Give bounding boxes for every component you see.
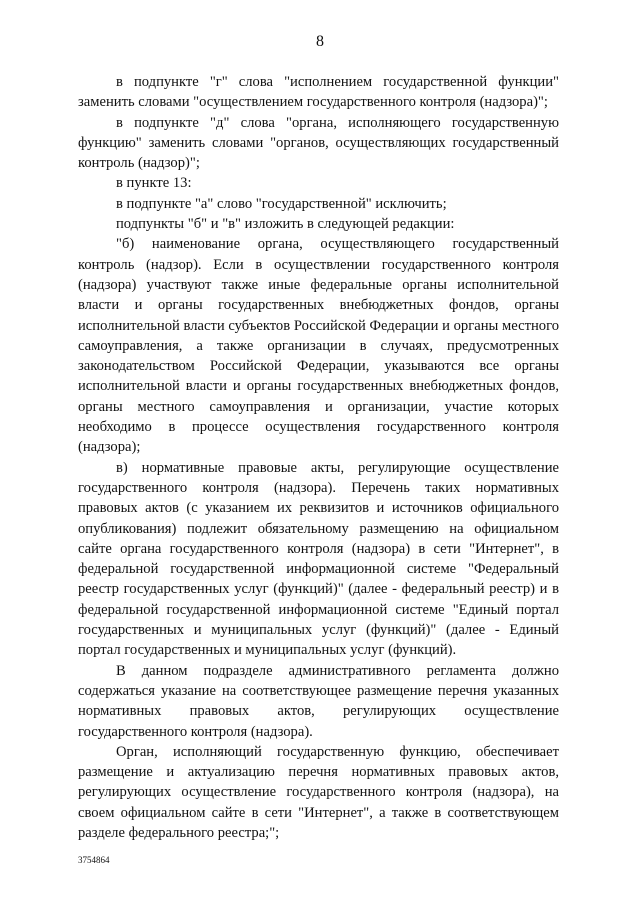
page-number: 8 [316, 33, 324, 50]
paragraph-subitem-d: в подпункте "д" слова "органа, исполняющего государственную функцию" заменить словами "органов, осуществляющих государственный контроль (надзор)"; [78, 114, 559, 172]
paragraph-subitem-b: "б) наименование органа, осуществляющего государственный контроль (надзор). Если в осуществлении государственного контроля (надзора) участвуют также иные федеральные органы исполнительной власти и органы государственных внебюджетных фондов, органы исполнительной власти субъектов Российской Федерации и органы местного самоуправления, а также организации в случаях, предусмотренных законодательством Российской Федерации, указываются все органы исполнительной власти и органы государственных внебюджетных фондов, органы местного самоуправления и организации, участие которых необходимо в процессе осуществления государственного контроля (надзора); [78, 236, 559, 456]
paragraph-authority-duty: Орган, исполняющий государственную функцию, обеспечивает размещение и актуализацию перечня нормативных правовых актов, регулирующих осуществление государственного контроля (надзора), на своем официальном сайте в сети "Интернет", а также в соответствующем разделе федерального реестра;"; [78, 743, 559, 841]
document-body [78, 72, 559, 843]
paragraph-subsection-note: В данном подразделе административного регламента должно содержаться указание на соответствующее размещение перечня указанных нормативных правовых актов, регулирующих осуществление государственного контроля (надзора). [78, 662, 559, 740]
paragraph-item-13: в пункте 13: [116, 175, 192, 192]
footer-document-code: 3754864 [78, 855, 110, 865]
paragraph-subitem-g: в подпункте "г" слова "исполнением государственной функции" заменить словами "осуществлением государственного контроля (надзора)"; [78, 74, 559, 111]
paragraph-subitem-v: в) нормативные правовые акты, регулирующие осуществление государственного контроля (надзора). Перечень таких нормативных правовых актов (с указанием их реквизитов и источников официального опубликования) подлежит обязательному размещению на официальном сайте органа государственного контроля (надзора) в сети "Интернет", в федеральной государственной информационной системе "Федеральный реестр государственных услуг (функций)" (далее - федеральный реестр) и в федеральной государственной информационной системе "Единый портал государственных и муниципальных услуг (функций)" (далее - Единый портал государственных и муниципальных услуг (функций). [78, 459, 559, 659]
paragraph-subitem-a: в подпункте "а" слово "государственной" исключить; [116, 195, 447, 212]
paragraph-subitems-b-v-intro: подпункты "б" и "в" изложить в следующей редакции: [116, 216, 455, 233]
